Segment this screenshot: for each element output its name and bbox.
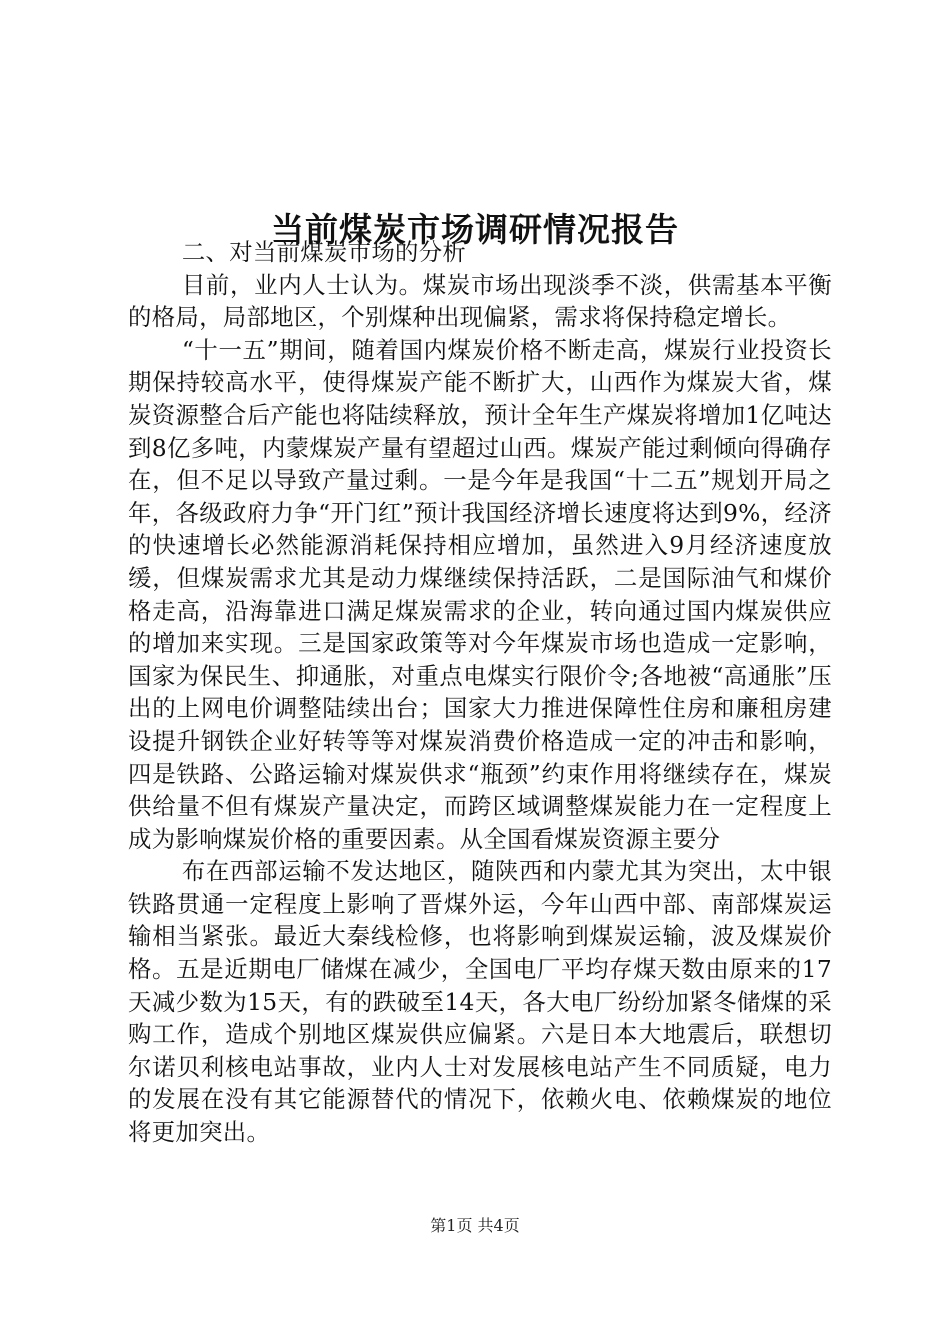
body-paragraph: “十一五”期间，随着国内煤炭价格不断走高，煤炭行业投资长期保持较高水平，使得煤炭产能不断扩大，山西作为煤炭大省，煤炭资源整合后产能也将陆续释放，预计全年生产煤炭将增加1亿吨达到8亿多吨，内蒙煤炭产量有望超过山西。煤炭产能过剩倾向得确存在，但不足以导致产量过剩。一是今年是我国“十二五”规划开局之年，各级政府力争“开门红”预计我国经济增长速度将达到9%，经济的快速增长必然能源消耗保持相应增加，虽然进入9月经济速度放缓，但煤炭需求尤其是动力煤继续保持活跃，二是国际油气和煤价格走高，沿海靠进口满足煤炭需求的企业，转向通过国内煤炭供应的增加来实现。三是国家政策等对今年煤炭市场也造成一定影响，国家为保民生、抑通胀，对重点电煤实行限价令;各地被“高通胀”压出的上网电价调整陆续出台；国家大力推进保障性住房和廉租房建设提升钢铁企业好转等等对煤炭消费价格造成一定的冲击和影响，四是铁路、公路运输对煤炭供求“瓶颈”约束作用将继续存在，煤炭供给量不但有煤炭产量决定，而跨区域调整煤炭能力在一定程度上成为影响煤炭价格的重要因素。从全国看煤炭资源主要分 [128, 335, 832, 853]
body-paragraph: 布在西部运输不发达地区，随陕西和内蒙尤其为突出，太中银铁路贯通一定程度上影响了晋煤外运，今年山西中部、南部煤炭运输相当紧张。最近大秦线检修，也将影响到煤炭运输，波及煤炭价格。五是近期电厂储煤在减少，全国电厂平均存煤天数由原来的17天减少数为15天，有的跌破至14天，各大电厂纷纷加紧冬储煤的采购工作，造成个别地区煤炭供应偏紧。六是日本大地震后，联想切尔诺贝利核电站事故，业内人士对发展核电站产生不同质疑，电力的发展在没有其它能源替代的情况下，依赖火电、依赖煤炭的地位将更加突出。 [128, 857, 832, 1147]
page-number-footer: 第1页 共4页 [430, 1216, 520, 1235]
document-body [128, 236, 832, 1149]
section-heading: 二、对当前煤炭市场的分析 [181, 238, 467, 266]
document-title: 当前煤炭市场调研情况报告 [271, 210, 679, 250]
body-paragraph: 目前，业内人士认为。煤炭市场出现淡季不淡，供需基本平衡的格局，局部地区，个别煤种出现偏紧，需求将保持稳定增长。 [128, 270, 832, 332]
